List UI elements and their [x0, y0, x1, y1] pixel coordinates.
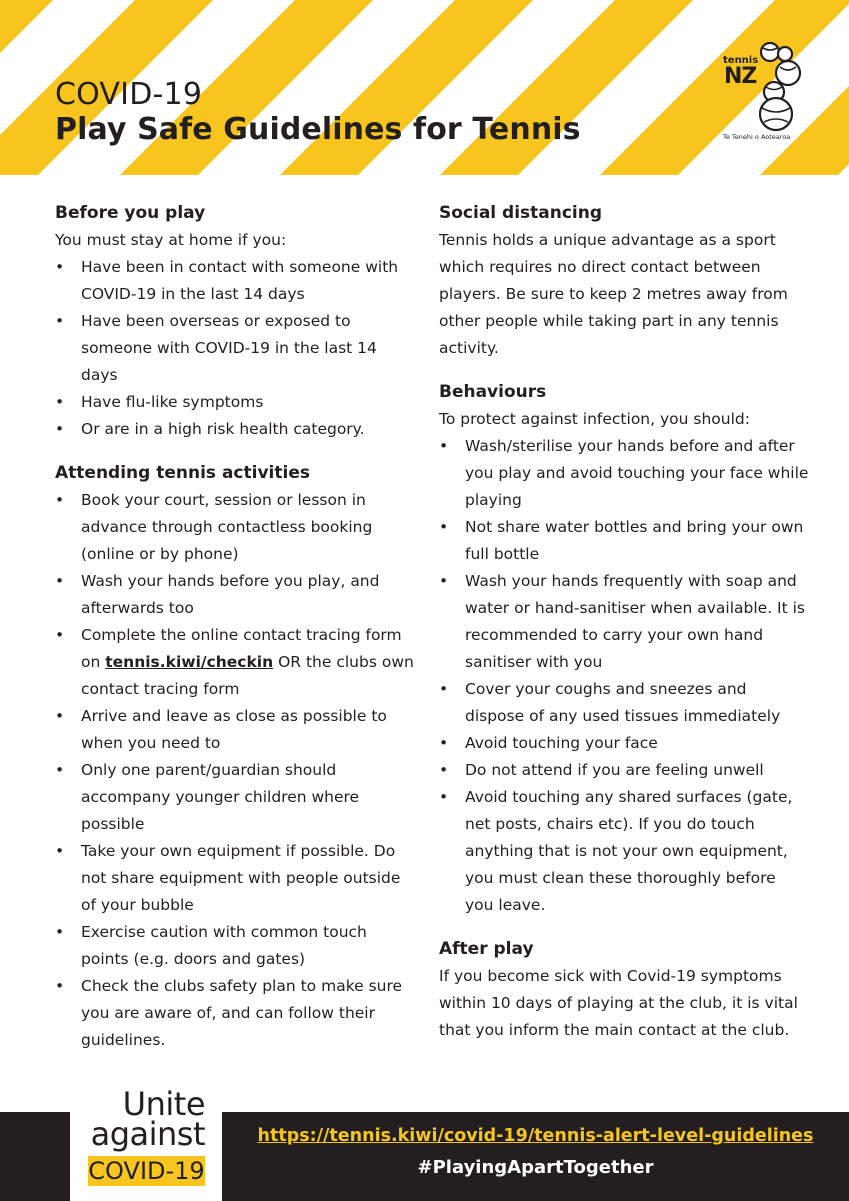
list-item: • Check the clubs safety plan to make sure you are aware of, and can follow their guidelines. [55, 973, 415, 1054]
list-item: • Have been overseas or exposed to someone with COVID-19 in the last 14 days [55, 308, 415, 389]
attending-list [55, 487, 415, 1054]
left-column [55, 200, 415, 1071]
list-item: • Only one parent/guardian should accompany younger children where possible [55, 757, 415, 838]
checkin-prefix: Complete the online contact tracing form on [81, 626, 402, 671]
behaviours-list [439, 433, 809, 919]
heading-after-play: After play [439, 939, 534, 959]
list-item: • Avoid touching any shared surfaces (gate, net posts, chairs etc). If you do touch anything that is not your own equipment, you must clean these thoroughly before you leave. [439, 784, 809, 919]
section-after-play [439, 936, 809, 1044]
heading-behaviours: Behaviours [439, 382, 547, 402]
tennis-nz-logo [718, 40, 828, 150]
title-covid: COVID-19 [55, 77, 203, 112]
list-item: • Avoid touching your face [439, 730, 809, 757]
list-item: • Have been in contact with someone with COVID-19 in the last 14 days [55, 254, 415, 308]
unite-word: Unite [122, 1085, 205, 1123]
list-item: • Or are in a high risk health category. [55, 416, 415, 443]
list-item: • Wash/sterilise your hands before and after you play and avoid touching your face while playing [439, 433, 809, 514]
section-behaviours [439, 379, 809, 919]
list-item: • Have flu-like symptoms [55, 389, 415, 416]
logo-word-nz: NZ [724, 64, 757, 89]
list-item: • Exercise caution with common touch points (e.g. doors and gates) [55, 919, 415, 973]
section-before-you-play [55, 200, 415, 443]
before-you-play-list [55, 254, 415, 443]
checkin-link[interactable]: tennis.kiwi/checkin [105, 653, 274, 671]
list-item: • Do not attend if you are feeling unwell [439, 757, 809, 784]
list-item: • Not share water bottles and bring your own full bottle [439, 514, 809, 568]
title-guidelines: Play Safe Guidelines for Tennis [55, 112, 581, 147]
list-item-checkin [55, 622, 415, 703]
checkin-suffix: OR the clubs own contact tracing form [81, 653, 414, 698]
behaviours-intro: To protect against infection, you should: [439, 410, 750, 428]
section-social-distancing [439, 200, 809, 362]
list-item: • Arrive and leave as close as possible to when you need to [55, 703, 415, 757]
page-title [55, 78, 581, 148]
covid-19-tag: COVID-19 [88, 1157, 205, 1185]
heading-before-you-play: Before you play [55, 203, 206, 223]
list-item: • Wash your hands frequently with soap and water or hand-sanitiser when available. It is recommended to carry your own hand sanitiser with you [439, 568, 809, 676]
right-column [439, 200, 809, 1061]
list-item: • Wash your hands before you play, and afterwards too [55, 568, 415, 622]
before-you-play-intro: You must stay at home if you: [55, 231, 287, 249]
logo-word-tennis: tennis [723, 55, 759, 66]
hashtag: #PlayingApartTogether [417, 1157, 654, 1178]
unite-against-text [85, 1085, 205, 1153]
list-item: • Book your court, session or lesson in advance through contactless booking (online or by phone) [55, 487, 415, 568]
heading-social-distancing: Social distancing [439, 203, 603, 223]
list-item: • Cover your coughs and sneezes and dispose of any used tissues immediately [439, 676, 809, 730]
against-word: against [90, 1115, 205, 1153]
list-item: • Take your own equipment if possible. Do not share equipment with people outside of your bubble [55, 838, 415, 919]
tennis-balls-icon [752, 40, 832, 135]
section-attending-tennis-activities [55, 460, 415, 1054]
logo-tagline: Te Tenehi o Aotearoa [723, 133, 791, 141]
guidelines-url-link[interactable]: https://tennis.kiwi/covid-19/tennis-alert-level-guidelines [257, 1126, 814, 1146]
social-distancing-body: Tennis holds a unique advantage as a sport which requires no direct contact between players. Be sure to keep 2 metres away from other people while taking part in any tennis activity. [439, 231, 788, 357]
heading-attending: Attending tennis activities [55, 463, 310, 483]
after-play-body: If you become sick with Covid-19 symptoms within 10 days of playing at the club, it is vital that you inform the main contact at the club. [439, 967, 798, 1039]
